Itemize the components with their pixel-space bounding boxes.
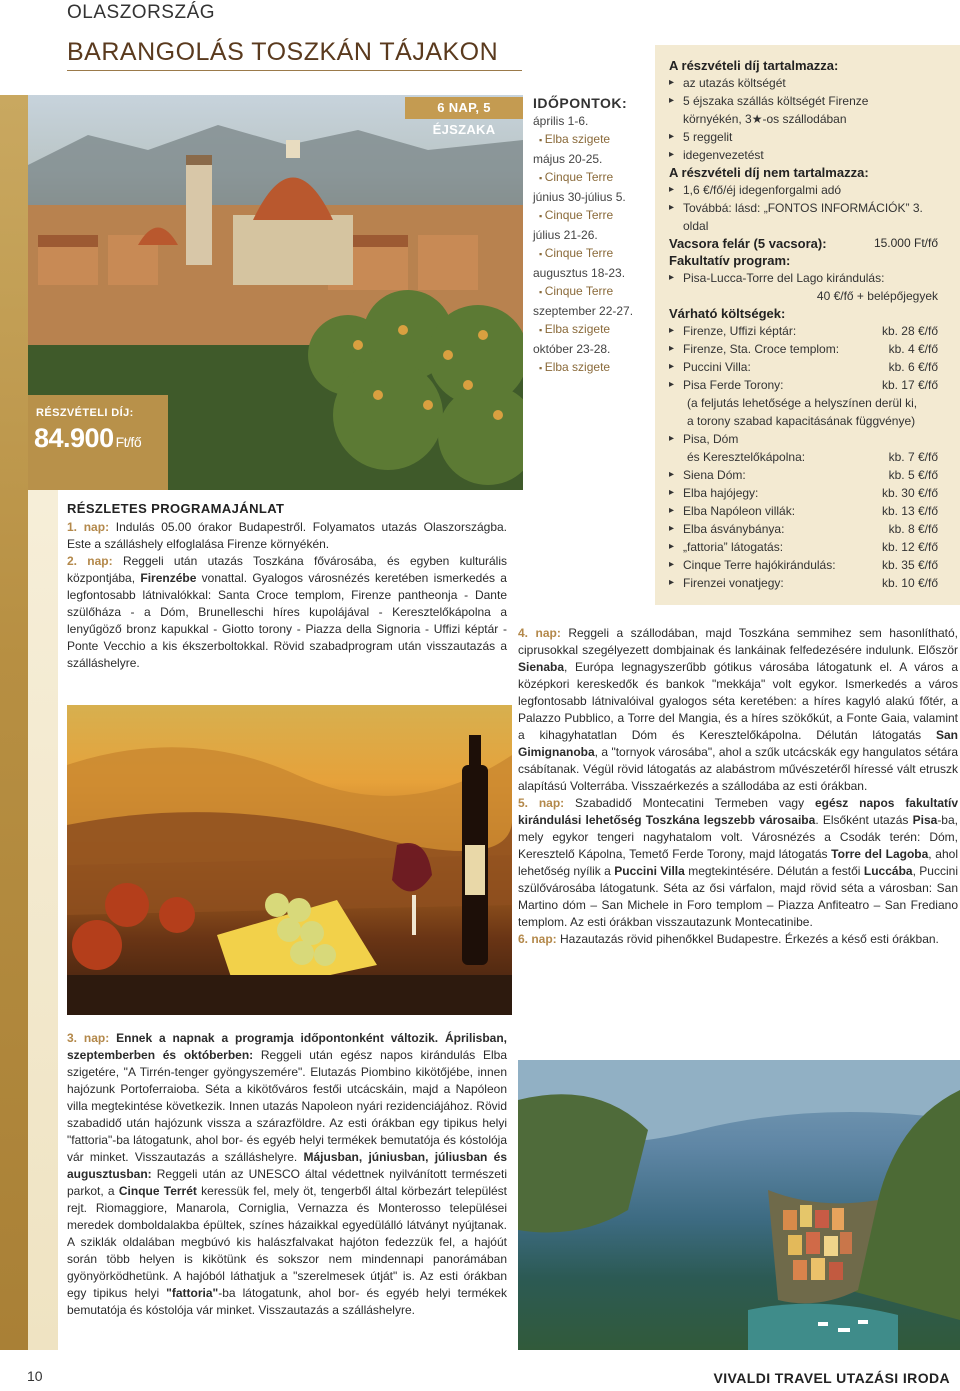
price-label: RÉSZVÉTELI DÍJ: bbox=[36, 407, 134, 419]
cost-price: kb. 7 €/fő bbox=[888, 450, 938, 464]
day-6-paragraph bbox=[518, 931, 958, 948]
country-label: OLASZORSZÁG bbox=[67, 2, 216, 23]
cost-price: kb. 17 €/fő bbox=[881, 378, 938, 392]
excludes-item: ▸ 1,6 €/fő/éj idegenforgalmi adó bbox=[669, 181, 950, 199]
day-1-text: Indulás 05.00 órakor Budapestről. Folyamatos utazás Olaszországba. Este a szálláshely elfoglalása Firenze környékén. bbox=[67, 520, 507, 551]
cost-name: ▸ Pisa Ferde Torony: bbox=[683, 378, 784, 392]
day-5-bold: egész napos fakultatív kirándulási lehetőség Toszkána legszebb városaiba bbox=[518, 796, 958, 827]
gold-side-bar bbox=[0, 95, 28, 1350]
price-value: 84.900 bbox=[34, 423, 114, 453]
includes-item: ▸ 5 reggelit bbox=[669, 128, 950, 146]
includes-item: ▸ 5 éjszaka szállás költségét Firenze bbox=[669, 92, 950, 110]
cost-row bbox=[669, 520, 950, 538]
title-rule bbox=[67, 70, 522, 71]
optional-title: Fakultatív program: bbox=[669, 253, 791, 268]
date-item bbox=[533, 340, 645, 377]
cost-price: kb. 8 €/fő bbox=[888, 522, 938, 536]
cost-price: kb. 12 €/fő bbox=[881, 540, 938, 554]
program-title: RÉSZLETES PROGRAMAJÁNLAT bbox=[67, 501, 285, 516]
cost-row bbox=[669, 358, 950, 376]
cost-name: ▸ Firenze, Uffizi képtár: bbox=[683, 324, 797, 338]
cinque-terre-photo bbox=[518, 1060, 960, 1350]
date-destination: ▪ Elba szigete bbox=[533, 358, 645, 377]
date-value: július 21-26. bbox=[533, 228, 598, 242]
excludes-item: ▸ Továbbá: lásd: „FONTOS INFORMÁCIÓK” 3. oldal bbox=[669, 199, 950, 235]
day-3-paragraph bbox=[67, 1030, 507, 1319]
date-destination: ▪ Cinque Terre bbox=[533, 244, 645, 263]
cost-name: ▸ Elba Napóleon villák: bbox=[683, 504, 796, 518]
cost-name: ▸ Puccini Villa: bbox=[683, 360, 751, 374]
price-unit: Ft/fő bbox=[115, 434, 142, 450]
dinner-row bbox=[669, 235, 950, 252]
cost-price: kb. 35 €/fő bbox=[881, 558, 938, 572]
cream-side-bar bbox=[28, 490, 58, 1350]
cost-price: kb. 10 €/fő bbox=[881, 576, 938, 590]
date-item bbox=[533, 302, 645, 339]
dates-title: IDŐPONTOK: bbox=[533, 95, 628, 111]
date-value: október 23-28. bbox=[533, 342, 611, 356]
cost-price: kb. 5 €/fő bbox=[888, 468, 938, 482]
cost-row bbox=[669, 574, 950, 592]
day-5-bold: Luccába bbox=[863, 864, 913, 878]
day-2-label: 2. nap: bbox=[67, 554, 113, 568]
includes-item: ▸ az utazás költségét bbox=[669, 74, 950, 92]
day-5-text: . Elsőként utazás bbox=[815, 813, 909, 827]
day-5-bold: Torre del Lagoba bbox=[831, 847, 929, 861]
day-4-bold: Sienaba bbox=[518, 660, 565, 674]
date-value: augusztus 18-23. bbox=[533, 266, 626, 280]
cost-pisa: ▸ Pisa, Dóm bbox=[669, 430, 950, 448]
day-5-text: Szabadidő Montecatini Termeben vagy bbox=[575, 796, 805, 810]
cost-price: kb. 6 €/fő bbox=[888, 360, 938, 374]
day-4-paragraph bbox=[518, 625, 958, 795]
day-2-text: Reggeli után utazás Toszkána fővárosába, és egyben kulturális központjába, bbox=[67, 554, 507, 585]
day-1-paragraph bbox=[67, 519, 507, 553]
wine-photo bbox=[67, 705, 512, 1015]
day-3-label: 3. nap: bbox=[67, 1031, 110, 1045]
day-4-text: , Európa legnagyszerűbb gótikus városába látogatunk el. A város a középkori kereskedők és bankok "mekkája" volt egykor. Ismerkedés a város legfontosabb látnivalóival gyalogos séta keretében: a híres kagyló alakú főtér, a Palazzo Pubblico, a Torre del Mangia, és a híres szökőkút, a Fonte Gaia, valamint a kihagyhatatlan Dóm és Keresztelőkápolna. Délután látogatás bbox=[518, 660, 958, 742]
optional-price: 40 €/fő + belépőjegyek bbox=[816, 289, 938, 303]
coast-illustration bbox=[518, 1060, 960, 1350]
nights-badge: 6 NAP, 5 ÉJSZAKA bbox=[405, 97, 523, 119]
cost-name: ▸ Firenzei vonatjegy: bbox=[683, 576, 784, 590]
date-item bbox=[533, 112, 645, 149]
day-3-bold: Májusban, júniusban, júliusban és augusztusban: bbox=[67, 1150, 507, 1181]
day-4-text: Reggeli a szállodában, majd Toszkána semmihez sem hasonlítható, ciprusokkal szegélyezett dombjainak és lankáinak felfedezésére indulunk. Először bbox=[518, 626, 958, 657]
cost-row bbox=[669, 502, 950, 520]
date-value: május 20-25. bbox=[533, 152, 603, 166]
cost-name: ▸ Siena Dóm: bbox=[683, 468, 746, 482]
date-destination: ▪ Cinque Terre bbox=[533, 168, 645, 187]
date-destination: ▪ Elba szigete bbox=[533, 320, 645, 339]
date-value: szeptember 22-27. bbox=[533, 304, 634, 318]
date-value: április 1-6. bbox=[533, 114, 589, 128]
cost-row bbox=[669, 466, 950, 484]
day-6-text: Hazautazás rövid pihenőkkel Budapestre. Érkezés a késő esti órákban. bbox=[560, 932, 939, 946]
day-3-text: Reggeli után egész napos kirándulás Elba szigetére, "A Tirrén-tenger gyöngyszemére". Elutazás Piombino kikötőjébe, innen hajózunk Portoferraioba. Séta a kikötőváros festői utcácskáin, majd a Napóleon villa megtekintése következik. Innen utazás Napoleon nyári rezidenciájához. Rövid szabadidő után hajózunk vissza a szárazföldre. Az esti órákban egy tipikus helyi "fattoria"-ba látogatunk, ahol bor- és egyéb helyi termékek bemutatója és kóstolója vár minket. Visszautazás a szálláshelyre. bbox=[67, 1048, 507, 1164]
day-5-paragraph bbox=[518, 795, 958, 931]
cost-row bbox=[669, 376, 950, 394]
cost-row bbox=[669, 322, 950, 340]
day-2-paragraph bbox=[67, 553, 507, 672]
cost-name: ▸ „fattoria” látogatás: bbox=[683, 540, 784, 554]
day-4-text: , a "tornyok városába", ahol a szűk utcácskák egy hangulatos sétára csábítanak. Végül rövid látogatás az alabástrom művészetéről híressé vált etruszk alapítású Volterrába. Visszaérkezés a szállodába az esti órákban. bbox=[518, 745, 958, 793]
cost-name: ▸ Elba ásványbánya: bbox=[683, 522, 785, 536]
day-5-text: megtekintésére. Délután a festői bbox=[688, 864, 861, 878]
includes-item-cont: környékén, 3★-os szállodában bbox=[683, 112, 847, 126]
program-section bbox=[67, 500, 507, 672]
day-5-bold: Puccini Villa bbox=[614, 864, 685, 878]
cost-name: ▸ Cinque Terre hajókirándulás: bbox=[683, 558, 836, 572]
day-5-text: , Puccini szülővárosába látogatunk. Séta az ősi várfalon, majd rövid séta a városban: San Martino dóm – San Michele in Foro templom – Piazza Anfiteatro – San Frediano templom. Az esti órákban visszautazunk Montecatinibe. bbox=[518, 864, 958, 929]
day-2-text: vonattal. Gyalogos városnézés keretében ismerkedés a legfontosabb látnivalókkal: Santa Croce templom, Firenze pantheonja - Dante szülőháza - a Dóm, Brunelleschi híres kupolájával - Keresztelőkápolna a lenyűgöző bronz kapukkal - Giotto torony - Piazza della Signoria - Uffizi képtár - Ponte Vecchio a kis ékszerboltokkal. Rövid szabadprogram után visszautazás a szálláshelyre. bbox=[67, 571, 507, 670]
price-value-wrap bbox=[34, 423, 141, 454]
cost-row bbox=[669, 448, 950, 466]
date-item bbox=[533, 264, 645, 301]
dates-box bbox=[523, 95, 645, 395]
date-value: június 30-július 5. bbox=[533, 190, 626, 204]
day-3-section bbox=[67, 1030, 507, 1319]
day-3-bold: Ennek a napnak a programja időpontonként változik. Áprilisban, szeptemberben és októberben: bbox=[67, 1031, 507, 1062]
day-3-bold: Cinque Terrét bbox=[118, 1184, 197, 1198]
page-number: 10 bbox=[27, 1368, 43, 1384]
day-3-text: -ba látogatunk, ahol bor- és egyéb helyi termékek bemutatója és kóstolója vár minket. Visszautazás a szálláshelyre. bbox=[67, 1286, 507, 1317]
includes-title: A részvételi díj tartalmazza: bbox=[669, 58, 839, 73]
cost-row bbox=[669, 484, 950, 502]
day-4-label: 4. nap: bbox=[518, 626, 561, 640]
day-1-label: 1. nap: bbox=[67, 520, 110, 534]
optional-item: ▸ Pisa-Lucca-Torre del Lago kirándulás: bbox=[669, 269, 950, 287]
day-3-text: keressük fel, mely öt, tengerből által körbezárt települést rejt. Riomaggiore, Manarola, Corniglia, Vernazza és Monterosso települései meredek domboldalakba épültek, színes házaikkal egyedülálló látványt nyújtanak. A sziklák oldalában megbúvó kis halászfalvakat hajóton fedezzük fel, a hajóút során több helyen is kikötünk és sokszor nem mindennapi panorámában gyönyörködhetünk. A hajóból láthatjuk a "szerelmesek útját" is. Az esti órákban egy tipikus helyi bbox=[67, 1184, 507, 1300]
day-5-text: , ahol lehetőség nyílik a bbox=[518, 847, 958, 878]
right-program bbox=[518, 625, 958, 948]
dinner-label: Vacsora felár (5 vacsora): bbox=[669, 236, 827, 251]
day-5-label: 5. nap: bbox=[518, 796, 565, 810]
wine-illustration bbox=[67, 705, 512, 1015]
day-6-label: 6. nap: bbox=[518, 932, 557, 946]
cost-row bbox=[669, 340, 950, 358]
costs-note: (a feljutás lehetősége a helyszínen derül ki, bbox=[687, 396, 918, 410]
date-item bbox=[533, 226, 645, 263]
includes-item: ▸ idegenvezetést bbox=[669, 146, 950, 164]
day-3-bold: "fattoria" bbox=[166, 1286, 219, 1300]
cost-name: ▸ Firenze, Sta. Croce templom: bbox=[683, 342, 840, 356]
date-destination: ▪ Elba szigete bbox=[533, 130, 645, 149]
price-box bbox=[28, 395, 168, 465]
costs-title: Várható költségek: bbox=[669, 306, 786, 321]
date-item bbox=[533, 188, 645, 225]
day-5-bold: Pisa bbox=[912, 813, 938, 827]
date-destination: ▪ Cinque Terre bbox=[533, 206, 645, 225]
day-2-bold: Firenzébe bbox=[140, 571, 197, 585]
cost-name: és Keresztelőkápolna: bbox=[687, 450, 806, 464]
footer-brand: VIVALDI TRAVEL UTAZÁSI IRODA bbox=[713, 1370, 950, 1386]
cost-price: kb. 13 €/fő bbox=[881, 504, 938, 518]
cost-row bbox=[669, 556, 950, 574]
dinner-price: 15.000 Ft/fő bbox=[873, 236, 938, 250]
day-3-text: Reggeli után az UNESCO által védettnek nyilvánított természeti parkot, a bbox=[67, 1167, 507, 1198]
info-box bbox=[655, 45, 960, 605]
page-title: BARANGOLÁS TOSZKÁN TÁJAKON bbox=[67, 38, 499, 66]
cost-price: kb. 28 €/fő bbox=[881, 324, 938, 338]
cost-name: ▸ Elba hajójegy: bbox=[683, 486, 759, 500]
cost-price: kb. 4 €/fő bbox=[888, 342, 938, 356]
day-5-text: -ba, mely egykor tengeri nagyhatalom volt. Városnézés a Csodák terén: Dóm, Keresztelő Kápolna, Temető Ferde Torony, majd látogatás bbox=[518, 813, 958, 861]
date-destination: ▪ Cinque Terre bbox=[533, 282, 645, 301]
excludes-title: A részvételi díj nem tartalmazza: bbox=[669, 165, 869, 180]
cost-price: kb. 30 €/fő bbox=[881, 486, 938, 500]
costs-note: a torony szabad kapacitásának függvénye) bbox=[687, 414, 916, 428]
cost-row bbox=[669, 538, 950, 556]
date-item bbox=[533, 150, 645, 187]
day-4-bold: San Gimignanoba bbox=[518, 728, 958, 759]
